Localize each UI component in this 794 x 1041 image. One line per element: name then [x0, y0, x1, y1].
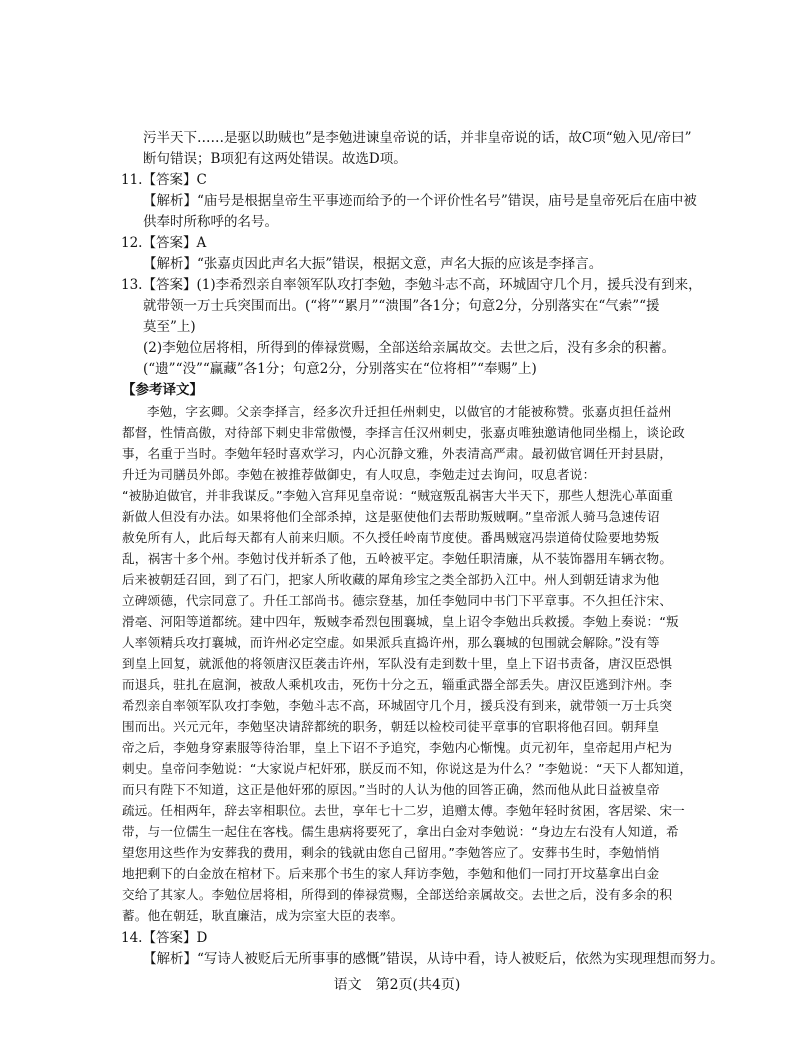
translation-line: “被胁迫做官，并非我谋反。”李勉入宫拜见皇帝说：“贼寇叛乱祸害大半天下，那些人想洗心革面重 — [122, 488, 674, 503]
q13-line-2: 莫至”上) — [143, 319, 196, 335]
translation-line: 而退兵，驻扎在扈涧，被敌人乘机攻击，死伤十分之五，辎重武器全部丢失。唐汉臣逃到汴州。李 — [122, 677, 673, 692]
translation-line: 乱，祸害十多个州。李勉讨伐并斩杀了他，五岭被平定。李勉任职清廉，从不装饰器用车辆衣物。 — [122, 551, 673, 566]
translation-line: 滑亳、河阳等道都统。建中四年，叛贼李希烈包围襄城，皇上诏令李勉出兵救援。李勉上奏说：“叛 — [122, 614, 679, 629]
translation-line: 而只有陛下不知道，这正是他奸邪的原因。”当时的人认为他的回答正确，然而他从此日益被皇帝 — [122, 782, 660, 797]
q13-line-3: (2)李勉位居将相，所得到的俸禄赏赐，全部送给亲属故交。去世之后，没有多余的积蓄。 — [143, 340, 676, 356]
translation-line: 交给了其家人。李勉位居将相，所得到的俸禄赏赐，全部送给亲属故交。去世之后，没有多余的积 — [122, 887, 673, 902]
translation-line: 希烈亲自率领军队攻打李勉，李勉斗志不高，环城固守几个月，援兵没有到来，就带领一万士兵突 — [122, 698, 673, 713]
translation-line: 帝之后，李勉身穿素服等待治罪，皇上下诏不予追究，李勉内心惭愧。贞元初年，皇帝起用卢杞为 — [122, 740, 673, 755]
translation-heading: 【参考译文】 — [122, 382, 203, 398]
translation-line: 地把剩下的白金放在棺材下。后来那个书生的家人拜访李勉，李勉和他们一同打开坟墓拿出白金 — [122, 866, 660, 881]
q12-analysis-line-1: 【解析】“张嘉贞因此声名大振”错误，根据文意，声名大振的应该是李择言。 — [143, 256, 603, 272]
q11-answer: 11.【答案】C — [121, 172, 207, 188]
translation-line: 疏远。任相两年，辞去宰相职位。去世，享年七十二岁，追赠太傅。李勉年轻时贫困，客居梁、宋一 — [122, 803, 685, 818]
translation-line: 事，名重于当时。李勉年轻时喜欢学习，内心沉静文雅，外表清高严肃。最初做官调任开封县尉， — [122, 446, 673, 461]
q13-answer: 13.【答案】(1)李希烈亲自率领军队攻打李勉，李勉斗志不高，环城固守几个月，援兵没有到来， — [121, 277, 702, 293]
translation-line: 赦免所有人，此后每天都有人前来归顺。不久授任岭南节度使。番禺贼寇冯崇道倚仗险要地势叛 — [122, 530, 660, 545]
q13-line-1: 就带领一万士兵突围而出。(“将”“累月”“溃围”各1分；句意2分，分别落实在“气索”“援 — [143, 298, 660, 314]
q13-line-4: (“遗”“没”“赢藏”各1分；句意2分，分别落实在“位将相”“奉赐”上) — [143, 361, 537, 377]
translation-line: 围而出。兴元元年，李勉坚决请辞都统的职务，朝廷以检校司徒平章事的官职将他召回。朝拜皇 — [122, 719, 660, 734]
translation-line: 都督，性情高傲，对待部下刺史非常傲慢，李择言任汉州刺史，张嘉贞唯独邀请他同坐榻上，谈论政 — [122, 425, 685, 440]
translation-line: 新做人但没有办法。如果将他们全部杀掉，这是驱使他们去帮助叛贼啊。”皇帝派人骑马急速传诏 — [122, 509, 660, 524]
q14-analysis-line-1: 【解析】“写诗人被贬后无所事事的感慨”错误，从诗中看，诗人被贬后，依然为实现理想而努力。 — [143, 951, 724, 967]
translation-line: 升迁为司膳员外郎。李勉在被推荐做御史，有人叹息，李勉走过去询问，叹息者说： — [122, 467, 596, 482]
q12-answer: 12.【答案】A — [121, 235, 207, 251]
q14-answer: 14.【答案】D — [121, 930, 208, 946]
translation-line: 到皇上回复，就派他的将领唐汉臣袭击许州，军队没有走到数十里，皇上下诏书责备，唐汉臣恐惧 — [122, 656, 673, 671]
translation-line: 李勉，字玄卿。父亲李择言，经多次升迁担任州刺史，以做官的才能被称赞。张嘉贞担任益州 — [147, 404, 672, 419]
translation-line: 立碑颂德，代宗同意了。升任工部尚书。德宗登基，加任李勉同中书门下平章事。不久担任汴宋、 — [122, 593, 673, 608]
page-footer: 语文 第2页(共4页) — [333, 977, 461, 993]
translation-line: 蓄。他在朝廷，耿直廉洁，成为宗室大臣的表率。 — [122, 908, 404, 923]
translation-line: 后来被朝廷召回，到了石门，把家人所收藏的犀角珍宝之类全部扔入江中。州人到朝廷请求为他 — [122, 572, 660, 587]
translation-line: 刺史。皇帝问李勉说：“大家说卢杞奸邪，朕反而不知，你说这是为什么？”李勉说：“天下人都知道， — [122, 761, 693, 776]
q11-analysis-line-1: 【解析】“庙号是根据皇帝生平事迹而给予的一个评价性名号”错误，庙号是皇帝死后在庙中被 — [143, 193, 697, 209]
q11-analysis-line-2: 供奉时所称呼的名号。 — [143, 214, 278, 230]
translation-line: 带，与一位儒生一起住在客栈。儒生患病将要死了，拿出白金对李勉说：“身边左右没有人知道，希 — [122, 824, 679, 839]
translation-line: 望您用这些作为安葬我的费用，剩余的钱就由您自己留用。”李勉答应了。安葬书生时，李勉悄悄 — [122, 845, 660, 860]
translation-line: 人率领精兵攻打襄城，而许州必定空虚。如果派兵直捣许州，那么襄城的包围就会解除。”没有等 — [122, 635, 660, 650]
intro-line-2: 断句错误；B项犯有这两处错误。故选D项。 — [143, 151, 407, 167]
intro-line-1: 污半天下……是驱以助贼也”是李勉进谏皇帝说的话，并非皇帝说的话，故C项“勉入见/帝曰” — [143, 130, 692, 146]
